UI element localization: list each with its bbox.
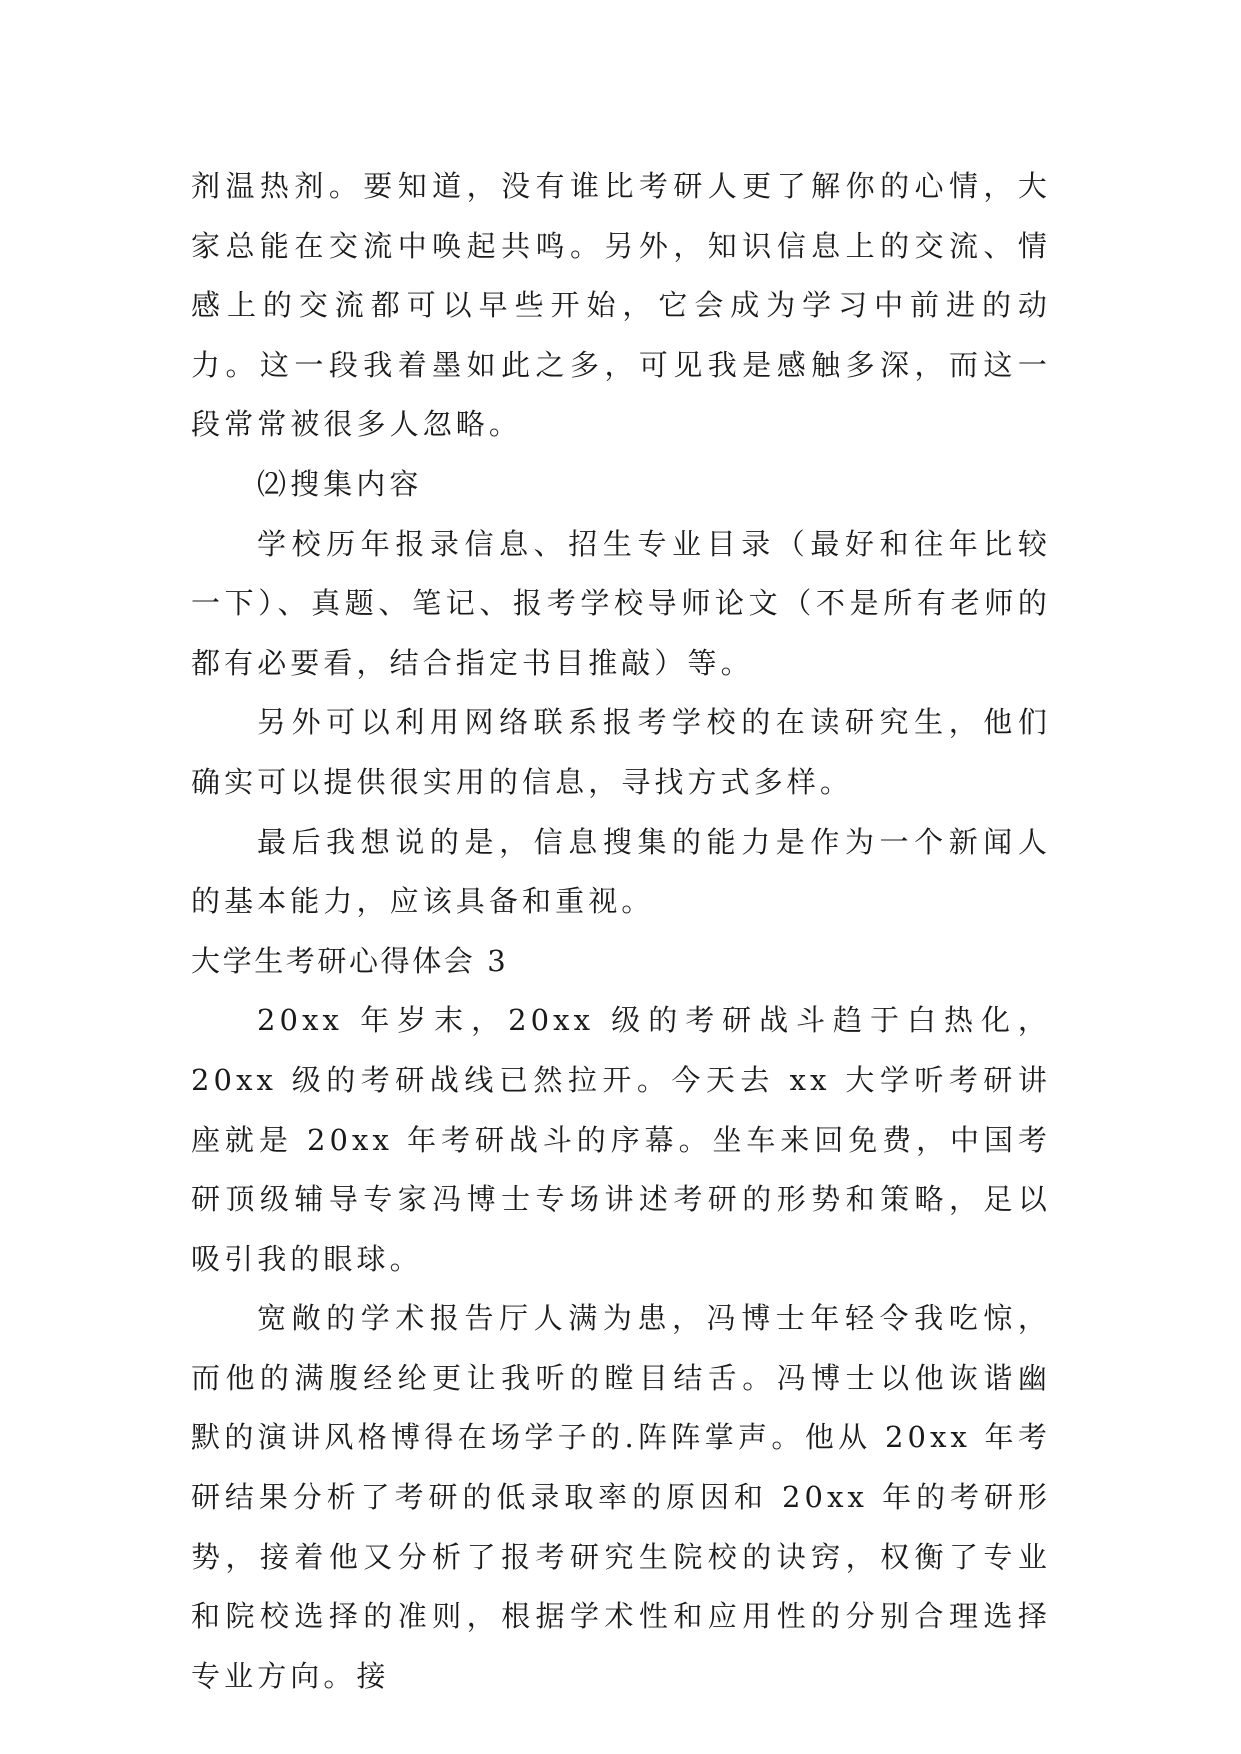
paragraph-6: 20xx 年岁末，20xx 级的考研战斗趋于白热化，20xx 级的考研战线已然拉开。今天去 xx 大学听考研讲座就是 20xx 年考研战斗的序幕。坐车来回免费，中国考研顶级辅导专家冯博士专场讲述考研的形势和策略，足以吸引我的眼球。 bbox=[191, 1003, 1051, 1276]
paragraph-7: 宽敞的学术报告厅人满为患，冯博士年轻令我吃惊，而他的满腹经纶更让我听的瞠目结舌。冯博士以他诙谐幽默的演讲风格博得在场学子的.阵阵掌声。他从 20xx 年考研结果分析了考研的低录取率的原因和 20xx 年的考研形势，接着他又分析了报考研究生院校的诀窍，权衡了专业和院校选择的准则，根据学术性和应用性的分别合理选择专业方向。接 bbox=[191, 1301, 1051, 1693]
paragraph-1: 剂温热剂。要知道，没有谁比考研人更了解你的心情，大家总能在交流中唤起共鸣。另外，知识信息上的交流、情感上的交流都可以早些开始，它会成为学习中前进的动力。这一段我着墨如此之多，可见我是感触多深，而这一段常常被很多人忽略。 bbox=[191, 169, 1051, 442]
subheading-collect-content: ⑵搜集内容 bbox=[257, 466, 423, 501]
paragraph-5: 最后我想说的是，信息搜集的能力是作为一个新闻人的基本能力，应该具备和重视。 bbox=[191, 824, 1051, 919]
document-body bbox=[191, 157, 1051, 1706]
paragraph-4: 另外可以利用网络联系报考学校的在读研究生，他们确实可以提供很实用的信息，寻找方式多样。 bbox=[191, 705, 1051, 799]
section-heading: 大学生考研心得体会 3 bbox=[191, 943, 509, 978]
paragraph-3: 学校历年报录信息、招生专业目录（最好和往年比较一下）、真题、笔记、报考学校导师论文（不是所有老师的都有必要看，结合指定书目推敲）等。 bbox=[191, 526, 1051, 680]
